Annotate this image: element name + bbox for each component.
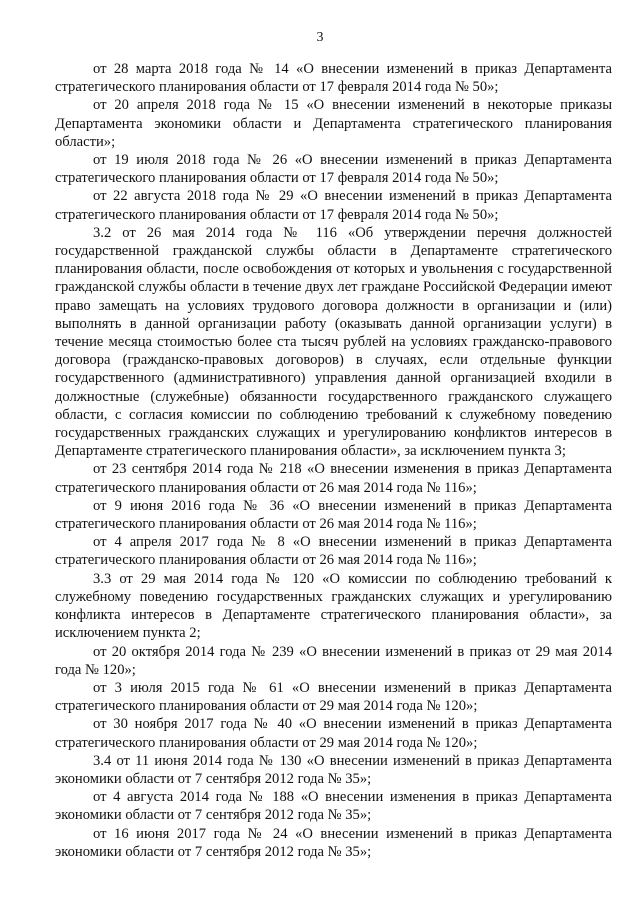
paragraph-order-2014-218: от 23 сентября 2014 года № 218 «О внесении изменения в приказ Департамента стратегического планирования области от 26 мая 2014 года № 116»; xyxy=(55,461,612,496)
paragraph-order-2018-15: от 20 апреля 2018 года № 15 «О внесении изменений в некоторые приказы Департамента экономики области и Департамента стратегического планирования области»; xyxy=(55,97,612,150)
paragraph-order-2014-188: от 4 августа 2014 года № 188 «О внесении изменения в приказ Департамента экономики области от 7 сентября 2012 года № 35»; xyxy=(55,789,612,824)
paragraph-order-2018-29: от 22 августа 2018 года № 29 «О внесении изменений в приказ Департамента стратегического планирования области от 17 февраля 2014 года № 50»; xyxy=(55,188,612,223)
paragraph-order-2017-40: от 30 ноября 2017 года № 40 «О внесении изменений в приказ Департамента стратегического планирования области от 29 мая 2014 года № 120»; xyxy=(55,716,612,751)
page-number: 3 xyxy=(316,30,324,45)
paragraph-order-2016-36: от 9 июня 2016 года № 36 «О внесении изменений в приказ Департамента стратегического планирования области от 26 мая 2014 года № 116»; xyxy=(55,497,612,533)
paragraph-order-2018-14: от 28 марта 2018 года № 14 «О внесении изменений в приказ Департамента стратегического планирования области от 17 февраля 2014 года № 50»; xyxy=(55,61,612,96)
paragraph-order-2017-8: от 4 апреля 2017 года № 8 «О внесении изменений в приказ Департамента стратегического планирования области от 26 мая 2014 года № 116»; xyxy=(55,534,612,569)
paragraph-order-2015-61: от 3 июля 2015 года № 61 «О внесении изменений в приказ Департамента стратегического планирования области от 29 мая 2014 года № 120»; xyxy=(55,679,612,715)
paragraph-order-2017-24: от 16 июня 2017 года № 24 «О внесении изменений в приказ Департамента экономики области от 7 сентября 2012 года № 35»; xyxy=(55,825,612,860)
paragraph-order-2014-239: от 20 октября 2014 года № 239 «О внесении изменений в приказ от 29 мая 2014 года № 120»; xyxy=(55,643,612,678)
paragraph-item-3-4: 3.4 от 11 июня 2014 года № 130 «О внесении изменений в приказ Департамента экономики области от 7 сентября 2012 года № 35»; xyxy=(55,752,612,787)
document-body xyxy=(55,60,612,861)
paragraph-item-3-2: 3.2 от 26 мая 2014 года № 116 «Об утверждении перечня должностей государственной гражданской службы области в Департаменте стратегического планирования области, после освобождения от которых и увольнения с государственной гражданской службы области в течение двух лет граждане Российской Федерации имеют право замещать на условиях трудового договора должности в организации и (или) выполнять в данной организации работу (оказывать данной организации услуги) в течение месяца стоимостью более ста тысяч рублей на условиях гражданско-правового договора (гражданско-правовых договоров) в случаях, если отдельные функции государственного (административного) управления данной организацией входили в должностные (служебные) обязанности государственного гражданского служащего области, с согласия комиссии по соблюдению требований к служебному поведению государственных гражданских служащих и урегулированию конфликтов интересов в Департаменте стратегического планирования области», за исключением пункта 3; xyxy=(55,224,612,460)
paragraph-item-3-3: 3.3 от 29 мая 2014 года № 120 «О комиссии по соблюдению требований к служебному поведению государственных гражданских служащих и урегулированию конфликта интересов в Департаменте стратегического планирования области», за исключением пункта 2; xyxy=(55,570,612,642)
paragraph-order-2018-26: от 19 июля 2018 года № 26 «О внесении изменений в приказ Департамента стратегического планирования области от 17 февраля 2014 года № 50»; xyxy=(55,152,612,187)
